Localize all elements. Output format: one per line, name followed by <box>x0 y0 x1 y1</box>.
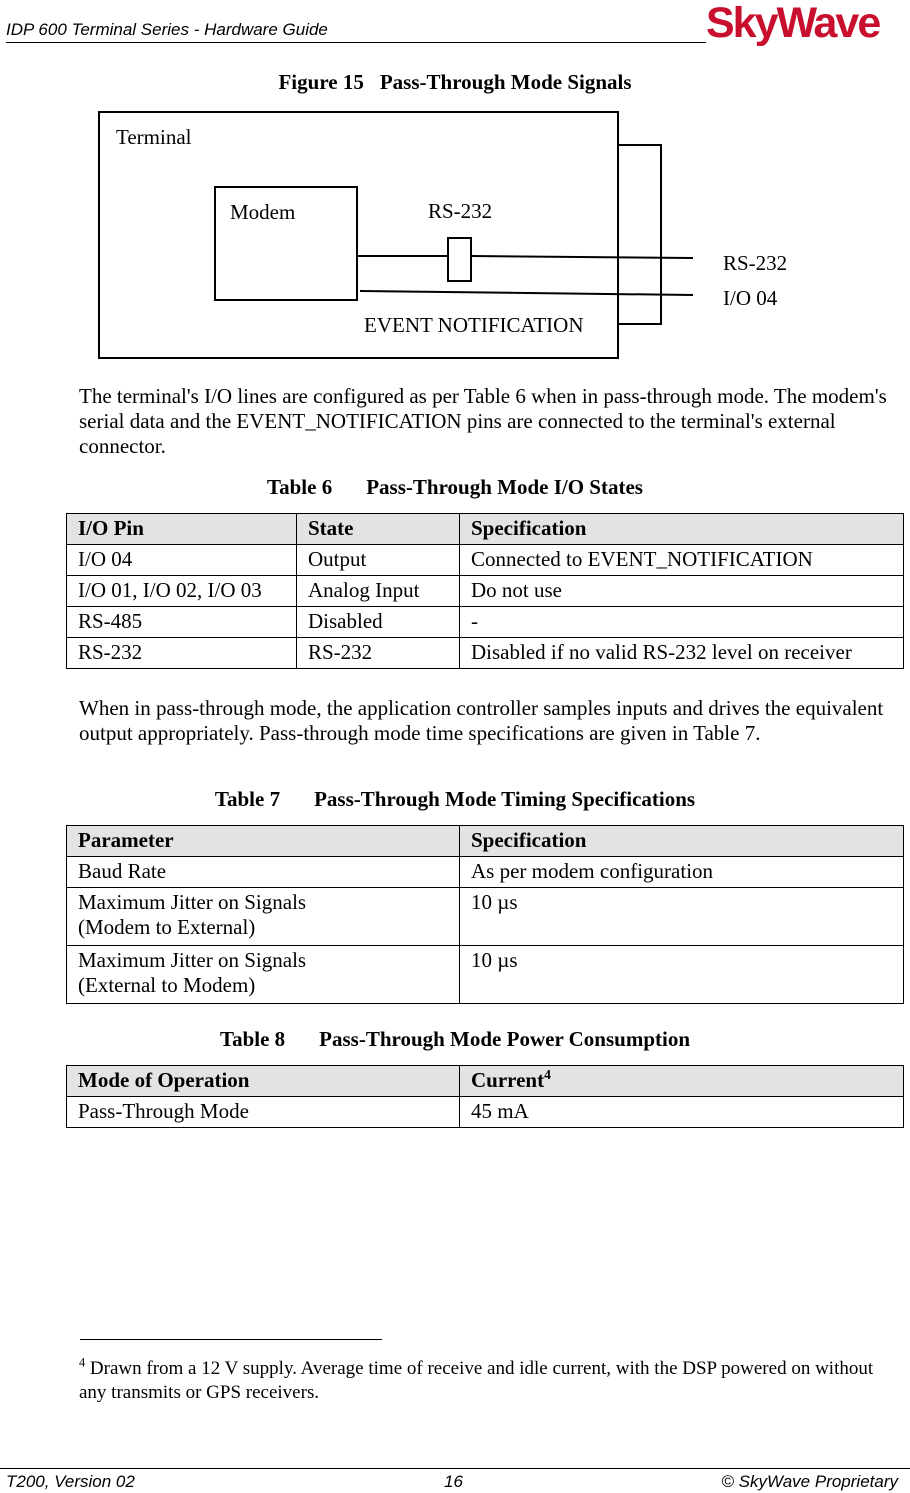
table-cell: Baud Rate <box>67 857 460 888</box>
table-cell <box>67 888 460 946</box>
table-cell: - <box>460 607 904 638</box>
rs232-line-right <box>471 256 693 258</box>
table8-caption <box>0 1027 910 1052</box>
table-cell: I/O 04 <box>67 545 297 576</box>
column-header: Parameter <box>67 826 460 857</box>
table-row <box>67 576 904 607</box>
table-row <box>67 888 904 946</box>
table7-title: Pass-Through Mode Timing Specifications <box>314 787 696 811</box>
footnote-reference[interactable]: 4 <box>544 1067 551 1082</box>
table-row <box>67 607 904 638</box>
table-cell: Disabled if no valid RS-232 level on receiver <box>460 638 904 669</box>
footnote <box>79 1357 899 1405</box>
event-notification-label: EVENT NOTIFICATION <box>364 313 584 337</box>
pass-through-signals-diagram <box>0 100 910 365</box>
table7-caption <box>0 787 910 812</box>
table-cell: RS-485 <box>67 607 297 638</box>
io-states-table <box>66 513 904 669</box>
rs232-inner-label: RS-232 <box>428 199 493 223</box>
column-header <box>460 1066 904 1097</box>
paragraph-timing-intro: When in pass-through mode, the application controller samples inputs and drives the equivalent output appropriately. Pass-through mode time specifications are given in Table 7. <box>79 696 884 745</box>
terminal-label: Terminal <box>116 125 192 149</box>
table6-title: Pass-Through Mode I/O States <box>366 475 643 499</box>
table-row <box>67 545 904 576</box>
figure-caption <box>0 70 910 95</box>
table-header-row <box>67 514 904 545</box>
column-header: Mode of Operation <box>67 1066 460 1097</box>
column-header: Specification <box>460 826 904 857</box>
table-row <box>67 1097 904 1128</box>
column-header: State <box>297 514 460 545</box>
header-rule <box>6 42 706 43</box>
table-cell: Analog Input <box>297 576 460 607</box>
table-row <box>67 638 904 669</box>
table7-number: Table 7 <box>214 787 281 811</box>
table8-title: Pass-Through Mode Power Consumption <box>319 1027 691 1051</box>
table8-number: Table 8 <box>219 1027 286 1051</box>
table-cell: RS-232 <box>67 638 297 669</box>
modem-label: Modem <box>230 200 296 224</box>
table-cell: Disabled <box>297 607 460 638</box>
document-header-title: IDP 600 Terminal Series - Hardware Guide <box>6 20 328 39</box>
table-cell: 10 µs <box>460 946 904 1004</box>
table-row <box>67 946 904 1004</box>
rs232-transceiver-box <box>448 238 471 281</box>
footer-document-version: T200, Version 02 <box>6 1472 135 1491</box>
figure-number: Figure 15 <box>278 70 364 94</box>
timing-specifications-table <box>66 825 904 1004</box>
cell-line: (External to Modem) <box>78 973 256 997</box>
table-cell: Pass-Through Mode <box>67 1097 460 1128</box>
column-header: Specification <box>460 514 904 545</box>
table-cell: 45 mA <box>460 1097 904 1128</box>
table-cell: Connected to EVENT_NOTIFICATION <box>460 545 904 576</box>
table-cell <box>67 946 460 1004</box>
event-notification-line <box>360 291 693 295</box>
table6-number: Table 6 <box>267 475 333 499</box>
footnote-separator <box>80 1339 382 1340</box>
table-cell: Output <box>297 545 460 576</box>
table-header-row <box>67 1066 904 1097</box>
table6-caption <box>0 475 910 500</box>
footnote-text: Drawn from a 12 V supply. Average time of receive and idle current, with the DSP powered on without any transmits or GPS receivers. <box>79 1358 874 1403</box>
current-header-label: Current <box>471 1068 545 1092</box>
footer-proprietary-notice: © SkyWave Proprietary <box>721 1472 898 1491</box>
table-cell: RS-232 <box>297 638 460 669</box>
column-header: I/O Pin <box>67 514 297 545</box>
table-cell: I/O 01, I/O 02, I/O 03 <box>67 576 297 607</box>
table-cell: 10 µs <box>460 888 904 946</box>
table-row <box>67 857 904 888</box>
table-cell: Do not use <box>460 576 904 607</box>
skywave-logo: SkyWave <box>706 0 880 47</box>
cell-line: Maximum Jitter on Signals <box>78 890 307 914</box>
io04-label: I/O 04 <box>723 286 778 310</box>
external-connector-box <box>618 145 661 324</box>
cell-line: Maximum Jitter on Signals <box>78 948 307 972</box>
power-consumption-table <box>66 1065 904 1128</box>
table-header-row <box>67 826 904 857</box>
footer-rule <box>0 1468 910 1469</box>
cell-line: (Modem to External) <box>78 915 256 939</box>
footnote-mark: 4 <box>79 1355 86 1370</box>
paragraph-pass-through-config: The terminal's I/O lines are configured as per Table 6 when in pass-through mode. The modem's serial data and the EVENT_NOTIFICATION pins are connected to the terminal's external connector. <box>79 384 887 458</box>
table-cell: As per modem configuration <box>460 857 904 888</box>
footer-page-number: 16 <box>444 1472 463 1491</box>
rs232-outer-label: RS-232 <box>723 251 788 275</box>
figure-title: Pass-Through Mode Signals <box>379 70 632 94</box>
